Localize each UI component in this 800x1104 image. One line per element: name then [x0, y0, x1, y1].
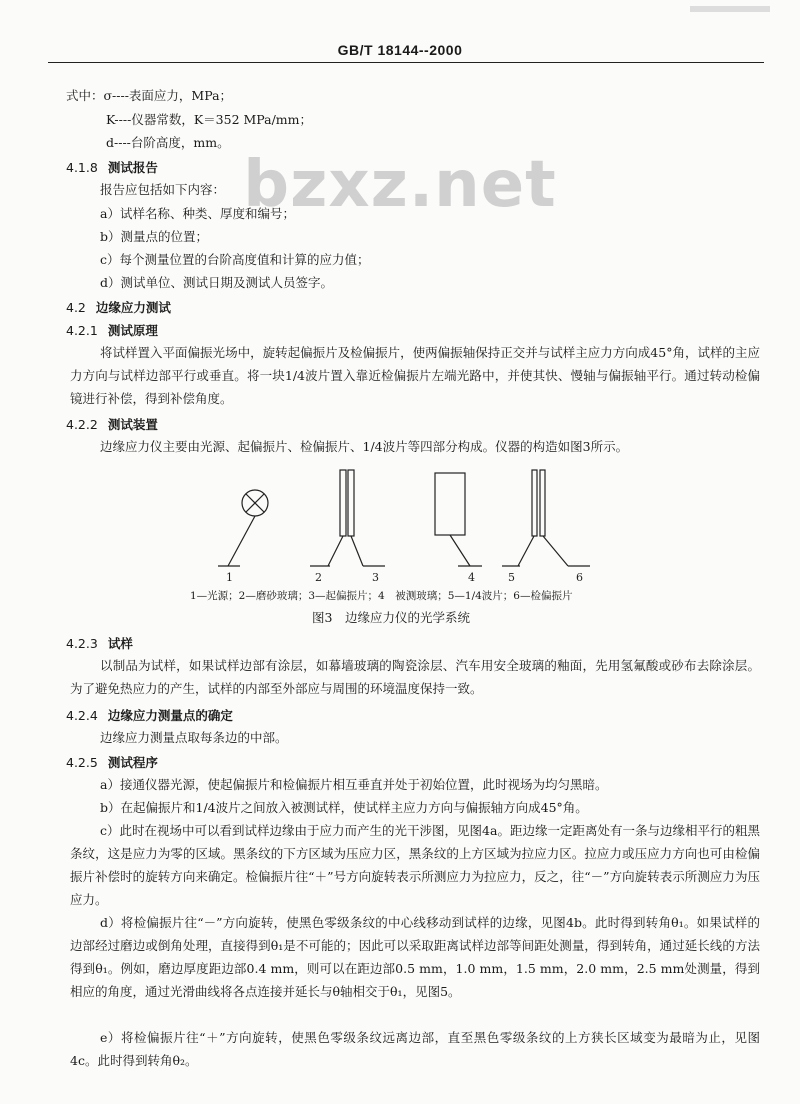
section-title: 试样 — [107, 636, 133, 651]
ground-glass-symbol — [340, 470, 346, 536]
section-4-2-4-heading — [66, 706, 233, 724]
report-item-d: d）测试单位、测试日期及测试人员签字。 — [100, 275, 334, 290]
section-4-2-1-heading — [66, 321, 158, 339]
section-number: 4.1.8 — [66, 160, 98, 175]
symbol-d-definition: d----台阶高度，mm。 — [106, 135, 230, 150]
section-title: 边缘应力测试 — [95, 300, 171, 315]
section-title: 测试装置 — [107, 417, 158, 432]
section-number: 4.2.1 — [66, 323, 98, 338]
section-title: 边缘应力测量点的确定 — [107, 708, 233, 723]
scan-artifact — [690, 6, 770, 12]
procedure-step-c: c）此时在视场中可以看到试样边缘由于应力而产生的光干涉图，见图4a。距边缘一定距离处有一条与边缘相平行的粗黑条纹，这是应力为零的区域。黑条纹的下方区域为压应力区，黑条纹的上方区域为拉应力区。拉应力或压应力方向也可由检偏振片补偿时的旋转方向来确定。检偏振片往“＋”号方向旋转表示所测应力为拉应力，反之，往“－”方向旋转表示所测应力为压应力。 — [70, 823, 760, 907]
analyzer-symbol — [540, 470, 545, 536]
section-4-2-3-heading — [66, 634, 133, 652]
procedure-step-e: e）将检偏振片往“＋”方向旋转，使黑色零级条纹远离边部，直至黑色零级条纹的上方狭长区域变为最暗为止，见图4c。此时得到转角θ₂。 — [70, 1030, 760, 1068]
symbol-k-definition: K----仪器常数，K＝352 MPa/mm； — [106, 112, 313, 127]
figure-caption: 图3 边缘应力仪的光学系统 — [312, 610, 470, 625]
procedure-step-d: d）将检偏振片往“－”方向旋转，使黑色零级条纹的中心线移动到试样的边缘，见图4b。此时得到转角θ₁。如果试样的边部经过磨边或倒角处理，直接得到θ₁是不可能的；因此可以采取距离试样边部等间距处测量，得到转角，通过延长线的方法得到θ₁。例如，磨边厚度距边部0.4 mm，则可以在距边部0.5 mm，1.0 mm，1.5 mm，2.0 mm，2.5 mm处测量，得到相应的角度，通过光滑曲线将各点连接并延长与θ轴相交于θ₁，见图5。 — [70, 915, 760, 999]
section-4-1-8-heading — [66, 158, 158, 176]
figure-label-1: 1 — [226, 571, 233, 584]
section-number: 4.2.4 — [66, 708, 98, 723]
section-title: 测试程序 — [107, 755, 158, 770]
procedure-step-b: b）在起偏振片和1/4波片之间放入被测试样，使试样主应力方向与偏振轴方向成45°角。 — [100, 800, 588, 815]
report-intro: 报告应包括如下内容： — [100, 182, 226, 197]
section-number: 4.2.3 — [66, 636, 98, 651]
section-4-2-heading — [66, 298, 171, 316]
section-title: 测试报告 — [107, 160, 158, 175]
section-number: 4.2.5 — [66, 755, 98, 770]
figure-label-2: 2 — [315, 571, 322, 584]
figure-3-optical-system — [180, 468, 640, 586]
report-item-b: b）测量点的位置； — [100, 229, 209, 244]
section-4-2-5-heading — [66, 753, 158, 771]
section-number: 4.2 — [66, 300, 86, 315]
apparatus-paragraph: 边缘应力仪主要由光源、起偏振片、检偏振片、1/4波片等四部分构成。仪器的构造如图3所示。 — [100, 439, 629, 454]
quarter-wave-plate-symbol — [532, 470, 537, 536]
figure-label-6: 6 — [576, 571, 583, 584]
symbol-sigma-definition: 式中：σ----表面应力，MPa； — [66, 88, 233, 103]
polarizer-symbol — [348, 470, 354, 536]
measurement-point-paragraph: 边缘应力测量点取每条边的中部。 — [100, 730, 288, 745]
watermark: bzxz.net — [243, 148, 557, 222]
report-item-c: c）每个测量位置的台阶高度值和计算的应力值； — [100, 252, 370, 267]
section-number: 4.2.2 — [66, 417, 98, 432]
section-title: 测试原理 — [107, 323, 158, 338]
section-4-2-2-heading — [66, 415, 158, 433]
figure-legend: 1—光源；2—磨砂玻璃；3—起偏振片；4 被测玻璃；5—1/4波片；6—检偏振片 — [190, 590, 573, 602]
procedure-step-a: a）接通仪器光源，使起偏振片和检偏振片相互垂直并处于初始位置，此时视场为均匀黑暗。 — [100, 777, 608, 792]
principle-paragraph: 将试样置入平面偏振光场中，旋转起偏振片及检偏振片，使两偏振轴保持正交并与试样主应力方向成45°角，试样的主应力方向与试样边部平行或垂直。将一块1/4波片置入靠近检偏振片左端光路中，并使其快、慢轴与偏振轴平行。通过转动检偏镜进行补偿，得到补偿角度。 — [70, 345, 760, 406]
tested-glass-symbol — [435, 473, 465, 535]
standard-number-header: GB/T 18144--2000 — [337, 42, 463, 58]
report-item-a: a）试样名称、种类、厚度和编号； — [100, 206, 295, 221]
specimen-paragraph: 以制品为试样，如果试样边部有涂层，如幕墙玻璃的陶瓷涂层、汽车用安全玻璃的釉面，先用氢氟酸或砂布去除涂层。为了避免热应力的产生，试样的内部至外部应与周围的环境温度保持一致。 — [70, 658, 760, 696]
figure-label-5: 5 — [508, 571, 515, 584]
figure-label-3: 3 — [372, 571, 379, 584]
figure-label-4: 4 — [468, 571, 475, 584]
header-rule — [48, 62, 764, 63]
